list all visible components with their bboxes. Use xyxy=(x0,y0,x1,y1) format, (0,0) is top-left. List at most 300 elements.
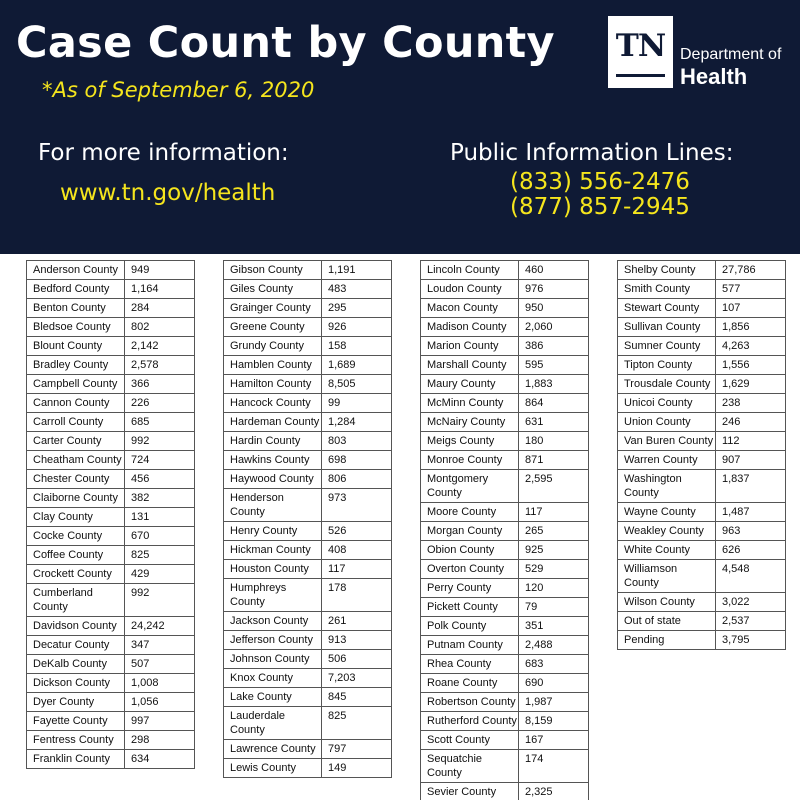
case-count: 246 xyxy=(716,413,786,431)
county-name: Warren County xyxy=(618,451,716,469)
case-count: 2,595 xyxy=(519,470,589,502)
county-name: Rhea County xyxy=(421,655,519,673)
table-row xyxy=(224,451,392,470)
table-row xyxy=(618,261,786,280)
county-name: Johnson County xyxy=(224,650,322,668)
case-count: 925 xyxy=(519,541,589,559)
county-name: McNairy County xyxy=(421,413,519,431)
table-row xyxy=(618,280,786,299)
table-row xyxy=(224,650,392,669)
case-count: 806 xyxy=(322,470,392,488)
county-name: Wayne County xyxy=(618,503,716,521)
table-row xyxy=(421,432,589,451)
case-count: 997 xyxy=(125,712,195,730)
county-name: Lewis County xyxy=(224,759,322,777)
case-count: 265 xyxy=(519,522,589,540)
case-count: 950 xyxy=(519,299,589,317)
case-count: 7,203 xyxy=(322,669,392,687)
table-row xyxy=(224,759,392,778)
county-name: Morgan County xyxy=(421,522,519,540)
case-count: 4,548 xyxy=(716,560,786,592)
county-name: Cannon County xyxy=(27,394,125,412)
county-name: Pending xyxy=(618,631,716,649)
county-name: Unicoi County xyxy=(618,394,716,412)
case-count: 8,505 xyxy=(322,375,392,393)
table-row xyxy=(224,669,392,688)
table-row xyxy=(224,470,392,489)
county-name: Sevier County xyxy=(421,783,519,800)
county-name: Overton County xyxy=(421,560,519,578)
table-row xyxy=(27,584,195,617)
county-name: Cumberland County xyxy=(27,584,125,616)
table-row xyxy=(618,318,786,337)
phone-number[interactable]: (877) 857-2945 xyxy=(510,194,690,220)
case-count: 634 xyxy=(125,750,195,768)
case-count: 907 xyxy=(716,451,786,469)
table-row xyxy=(421,598,589,617)
case-count: 526 xyxy=(322,522,392,540)
table-row xyxy=(421,413,589,432)
case-count: 1,883 xyxy=(519,375,589,393)
table-row xyxy=(421,299,589,318)
case-count: 690 xyxy=(519,674,589,692)
county-name: Hamblen County xyxy=(224,356,322,374)
county-name: Lake County xyxy=(224,688,322,706)
case-count: 180 xyxy=(519,432,589,450)
case-count: 149 xyxy=(322,759,392,777)
county-name: Sumner County xyxy=(618,337,716,355)
case-count: 626 xyxy=(716,541,786,559)
case-count: 2,578 xyxy=(125,356,195,374)
table-row xyxy=(224,740,392,759)
county-name: Henderson County xyxy=(224,489,322,521)
case-count: 803 xyxy=(322,432,392,450)
county-name: Sullivan County xyxy=(618,318,716,336)
case-count: 483 xyxy=(322,280,392,298)
county-name: Shelby County xyxy=(618,261,716,279)
county-name: Fentress County xyxy=(27,731,125,749)
county-name: Trousdale County xyxy=(618,375,716,393)
county-name: Davidson County xyxy=(27,617,125,635)
case-count: 1,987 xyxy=(519,693,589,711)
case-count: 2,488 xyxy=(519,636,589,654)
case-count: 913 xyxy=(322,631,392,649)
table-row xyxy=(421,693,589,712)
case-count: 683 xyxy=(519,655,589,673)
case-count: 949 xyxy=(125,261,195,279)
county-name: Polk County xyxy=(421,617,519,635)
table-row xyxy=(421,579,589,598)
case-count: 178 xyxy=(322,579,392,611)
county-name: Smith County xyxy=(618,280,716,298)
table-row xyxy=(27,674,195,693)
county-table-4 xyxy=(617,260,786,650)
county-name: Blount County xyxy=(27,337,125,355)
case-count: 506 xyxy=(322,650,392,668)
table-row xyxy=(421,356,589,375)
case-count: 298 xyxy=(125,731,195,749)
table-row xyxy=(27,617,195,636)
county-name: Fayette County xyxy=(27,712,125,730)
case-count: 226 xyxy=(125,394,195,412)
county-name: Rutherford County xyxy=(421,712,519,730)
logo-rule xyxy=(616,74,665,77)
table-row xyxy=(224,707,392,740)
table-row xyxy=(27,470,195,489)
county-name: Tipton County xyxy=(618,356,716,374)
county-name: Maury County xyxy=(421,375,519,393)
case-count: 382 xyxy=(125,489,195,507)
county-name: Jackson County xyxy=(224,612,322,630)
case-count: 577 xyxy=(716,280,786,298)
table-row xyxy=(421,712,589,731)
county-name: Marshall County xyxy=(421,356,519,374)
table-row xyxy=(421,375,589,394)
table-row xyxy=(27,280,195,299)
table-row xyxy=(27,261,195,280)
logo-department-text: Department of xyxy=(680,46,782,63)
table-row xyxy=(618,432,786,451)
county-name: Hardin County xyxy=(224,432,322,450)
table-row xyxy=(224,612,392,631)
phone-number[interactable]: (833) 556-2476 xyxy=(510,169,690,195)
table-row xyxy=(618,593,786,612)
county-name: Jefferson County xyxy=(224,631,322,649)
table-row xyxy=(618,612,786,631)
case-count: 845 xyxy=(322,688,392,706)
county-name: Chester County xyxy=(27,470,125,488)
case-count: 112 xyxy=(716,432,786,450)
table-row xyxy=(421,636,589,655)
case-count: 825 xyxy=(322,707,392,739)
county-name: Dyer County xyxy=(27,693,125,711)
table-row xyxy=(224,631,392,650)
case-count: 724 xyxy=(125,451,195,469)
county-name: Bradley County xyxy=(27,356,125,374)
county-name: Anderson County xyxy=(27,261,125,279)
table-row xyxy=(618,299,786,318)
case-count: 1,191 xyxy=(322,261,392,279)
case-count: 992 xyxy=(125,432,195,450)
table-row xyxy=(618,337,786,356)
case-count: 1,837 xyxy=(716,470,786,502)
case-count: 670 xyxy=(125,527,195,545)
table-row xyxy=(421,470,589,503)
county-name: McMinn County xyxy=(421,394,519,412)
table-row xyxy=(421,318,589,337)
case-count: 460 xyxy=(519,261,589,279)
case-count: 117 xyxy=(322,560,392,578)
logo-health-text: Health xyxy=(680,64,748,89)
table-row xyxy=(421,674,589,693)
county-name: Grundy County xyxy=(224,337,322,355)
table-row xyxy=(224,489,392,522)
table-row xyxy=(618,541,786,560)
county-table-1 xyxy=(26,260,195,769)
county-name: Cocke County xyxy=(27,527,125,545)
case-count: 825 xyxy=(125,546,195,564)
table-row xyxy=(421,261,589,280)
case-count: 1,629 xyxy=(716,375,786,393)
table-row xyxy=(618,503,786,522)
table-row xyxy=(27,432,195,451)
county-name: White County xyxy=(618,541,716,559)
case-count: 2,142 xyxy=(125,337,195,355)
county-name: Franklin County xyxy=(27,750,125,768)
table-row xyxy=(27,565,195,584)
table-row xyxy=(224,299,392,318)
county-name: DeKalb County xyxy=(27,655,125,673)
county-name: Hickman County xyxy=(224,541,322,559)
case-count: 27,786 xyxy=(716,261,786,279)
case-count: 295 xyxy=(322,299,392,317)
table-row xyxy=(421,617,589,636)
county-name: Weakley County xyxy=(618,522,716,540)
table-row xyxy=(618,375,786,394)
case-count: 595 xyxy=(519,356,589,374)
county-name: Montgomery County xyxy=(421,470,519,502)
county-name: Williamson County xyxy=(618,560,716,592)
table-row xyxy=(224,560,392,579)
table-row xyxy=(421,394,589,413)
tn-health-logo xyxy=(608,16,788,88)
case-count: 2,060 xyxy=(519,318,589,336)
table-row xyxy=(27,356,195,375)
county-table-2 xyxy=(223,260,392,778)
health-website-link[interactable]: www.tn.gov/health xyxy=(60,180,276,206)
table-row xyxy=(421,503,589,522)
county-name: Dickson County xyxy=(27,674,125,692)
table-row xyxy=(618,522,786,541)
county-name: Greene County xyxy=(224,318,322,336)
table-row xyxy=(618,631,786,650)
county-name: Monroe County xyxy=(421,451,519,469)
table-row xyxy=(224,541,392,560)
county-table-3 xyxy=(420,260,589,800)
case-count: 366 xyxy=(125,375,195,393)
table-row xyxy=(224,579,392,612)
case-count: 507 xyxy=(125,655,195,673)
county-name: Knox County xyxy=(224,669,322,687)
table-row xyxy=(224,394,392,413)
county-name: Robertson County xyxy=(421,693,519,711)
table-row xyxy=(27,636,195,655)
case-count: 117 xyxy=(519,503,589,521)
case-count: 167 xyxy=(519,731,589,749)
table-row xyxy=(27,508,195,527)
county-name: Decatur County xyxy=(27,636,125,654)
table-row xyxy=(421,280,589,299)
tn-logo-mark: TN xyxy=(615,28,666,64)
table-row xyxy=(224,413,392,432)
county-name: Crockett County xyxy=(27,565,125,583)
case-count: 1,487 xyxy=(716,503,786,521)
case-count: 1,008 xyxy=(125,674,195,692)
county-name: Campbell County xyxy=(27,375,125,393)
county-name: Claiborne County xyxy=(27,489,125,507)
case-count: 631 xyxy=(519,413,589,431)
table-row xyxy=(27,394,195,413)
table-row xyxy=(421,522,589,541)
county-name: Lawrence County xyxy=(224,740,322,758)
case-count: 8,159 xyxy=(519,712,589,730)
table-row xyxy=(421,731,589,750)
table-row xyxy=(421,783,589,800)
case-count: 99 xyxy=(322,394,392,412)
county-name: Scott County xyxy=(421,731,519,749)
case-count: 284 xyxy=(125,299,195,317)
county-name: Grainger County xyxy=(224,299,322,317)
table-row xyxy=(27,337,195,356)
case-count: 963 xyxy=(716,522,786,540)
case-count: 698 xyxy=(322,451,392,469)
case-count: 79 xyxy=(519,598,589,616)
county-name: Henry County xyxy=(224,522,322,540)
county-name: Van Buren County xyxy=(618,432,716,450)
case-count: 386 xyxy=(519,337,589,355)
county-name: Out of state xyxy=(618,612,716,630)
case-count: 456 xyxy=(125,470,195,488)
case-count: 871 xyxy=(519,451,589,469)
case-count: 973 xyxy=(322,489,392,521)
county-name: Bedford County xyxy=(27,280,125,298)
header-banner xyxy=(0,0,800,254)
county-name: Lincoln County xyxy=(421,261,519,279)
case-count: 3,795 xyxy=(716,631,786,649)
county-name: Putnam County xyxy=(421,636,519,654)
case-count: 107 xyxy=(716,299,786,317)
case-count: 976 xyxy=(519,280,589,298)
case-count: 429 xyxy=(125,565,195,583)
case-count: 4,263 xyxy=(716,337,786,355)
case-count: 347 xyxy=(125,636,195,654)
case-count: 797 xyxy=(322,740,392,758)
county-name: Gibson County xyxy=(224,261,322,279)
county-name: Lauderdale County xyxy=(224,707,322,739)
case-count: 1,856 xyxy=(716,318,786,336)
case-count: 926 xyxy=(322,318,392,336)
table-row xyxy=(618,560,786,593)
case-count: 158 xyxy=(322,337,392,355)
case-count: 1,164 xyxy=(125,280,195,298)
table-row xyxy=(27,731,195,750)
table-row xyxy=(224,688,392,707)
table-row xyxy=(224,337,392,356)
case-count: 992 xyxy=(125,584,195,616)
case-count: 802 xyxy=(125,318,195,336)
county-name: Madison County xyxy=(421,318,519,336)
county-name: Humphreys County xyxy=(224,579,322,611)
county-name: Loudon County xyxy=(421,280,519,298)
case-count: 261 xyxy=(322,612,392,630)
table-row xyxy=(421,655,589,674)
table-row xyxy=(27,489,195,508)
case-count: 2,325 xyxy=(519,783,589,800)
county-name: Meigs County xyxy=(421,432,519,450)
county-name: Carter County xyxy=(27,432,125,450)
county-name: Moore County xyxy=(421,503,519,521)
county-name: Giles County xyxy=(224,280,322,298)
county-name: Houston County xyxy=(224,560,322,578)
table-row xyxy=(618,451,786,470)
table-row xyxy=(27,750,195,769)
table-row xyxy=(224,318,392,337)
table-row xyxy=(224,261,392,280)
county-name: Bledsoe County xyxy=(27,318,125,336)
county-name: Hamilton County xyxy=(224,375,322,393)
county-name: Macon County xyxy=(421,299,519,317)
table-row xyxy=(27,413,195,432)
table-row xyxy=(27,318,195,337)
county-name: Hancock County xyxy=(224,394,322,412)
page-title: Case Count by County xyxy=(16,18,555,68)
case-count: 131 xyxy=(125,508,195,526)
table-row xyxy=(421,337,589,356)
table-row xyxy=(224,280,392,299)
more-info-label: For more information: xyxy=(38,140,289,166)
table-row xyxy=(618,356,786,375)
county-name: Marion County xyxy=(421,337,519,355)
case-count: 408 xyxy=(322,541,392,559)
county-name: Hardeman County xyxy=(224,413,322,431)
county-name: Wilson County xyxy=(618,593,716,611)
table-row xyxy=(27,299,195,318)
table-row xyxy=(27,375,195,394)
county-name: Sequatchie County xyxy=(421,750,519,782)
county-name: Pickett County xyxy=(421,598,519,616)
table-row xyxy=(27,527,195,546)
county-name: Cheatham County xyxy=(27,451,125,469)
county-name: Clay County xyxy=(27,508,125,526)
county-name: Benton County xyxy=(27,299,125,317)
table-row xyxy=(224,375,392,394)
case-count: 1,284 xyxy=(322,413,392,431)
table-row xyxy=(421,451,589,470)
case-count: 685 xyxy=(125,413,195,431)
case-count: 2,537 xyxy=(716,612,786,630)
table-row xyxy=(224,356,392,375)
county-name: Carroll County xyxy=(27,413,125,431)
case-count: 174 xyxy=(519,750,589,782)
table-row xyxy=(27,712,195,731)
as-of-date: *As of September 6, 2020 xyxy=(42,78,315,102)
case-count: 3,022 xyxy=(716,593,786,611)
county-name: Hawkins County xyxy=(224,451,322,469)
table-row xyxy=(27,451,195,470)
table-row xyxy=(224,432,392,451)
case-count: 24,242 xyxy=(125,617,195,635)
table-row xyxy=(421,560,589,579)
case-count: 1,056 xyxy=(125,693,195,711)
county-name: Haywood County xyxy=(224,470,322,488)
table-row xyxy=(618,394,786,413)
table-row xyxy=(421,750,589,783)
county-name: Perry County xyxy=(421,579,519,597)
county-name: Roane County xyxy=(421,674,519,692)
table-row xyxy=(27,693,195,712)
case-count: 529 xyxy=(519,560,589,578)
table-row xyxy=(421,541,589,560)
case-count: 238 xyxy=(716,394,786,412)
table-row xyxy=(27,546,195,565)
county-name: Coffee County xyxy=(27,546,125,564)
tn-logo-icon xyxy=(608,16,673,88)
county-name: Obion County xyxy=(421,541,519,559)
case-count: 1,689 xyxy=(322,356,392,374)
case-count: 864 xyxy=(519,394,589,412)
table-row xyxy=(618,470,786,503)
table-row xyxy=(224,522,392,541)
